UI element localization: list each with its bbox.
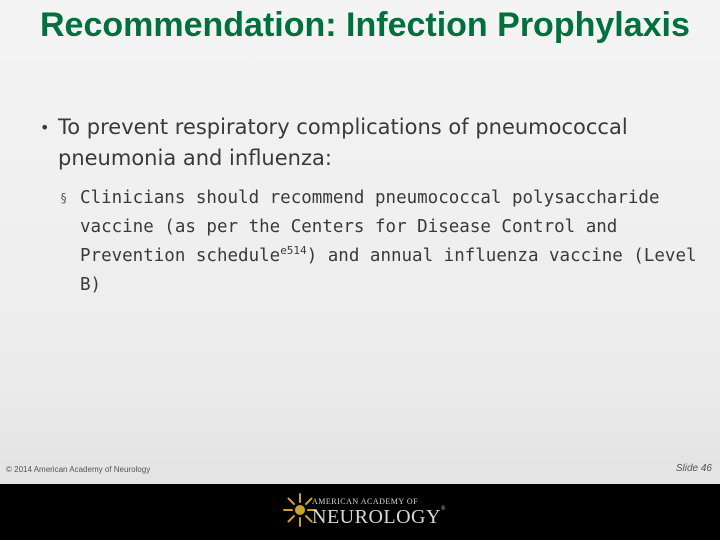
bullet-marker-level2: § xyxy=(60,191,68,205)
logo-registered-mark: ® xyxy=(440,506,446,512)
logo-wordmark: NEUROLOGY xyxy=(312,506,441,528)
bullet-level2-text-after: ) and annual influenza vaccine (Level B) xyxy=(80,246,697,295)
slide-title: Recommendation: Infection Prophylaxis xyxy=(40,6,690,44)
bullet-level2 xyxy=(60,184,700,300)
bullet-level1-text: To prevent respiratory complications of pneumococcal pneumonia and influenza: xyxy=(58,115,628,170)
logo-top-text: AMERICAN ACADEMY OF xyxy=(312,497,419,506)
bullet-level1 xyxy=(40,112,690,174)
bullet-level2-text xyxy=(60,184,700,300)
reference-superscript: e514 xyxy=(280,244,307,257)
copyright-text: © 2014 American Academy of Neurology xyxy=(6,465,151,474)
logo-main-text xyxy=(312,506,446,529)
slide-number: Slide 46 xyxy=(675,463,712,474)
bullet-level2-text-before: Clinicians should recommend pneumococcal polysaccharide vaccine (as per the Centers for Disease Control and Prevention schedule xyxy=(80,188,660,266)
bullet-marker-level1: • xyxy=(40,118,50,137)
aan-logo xyxy=(282,492,446,532)
